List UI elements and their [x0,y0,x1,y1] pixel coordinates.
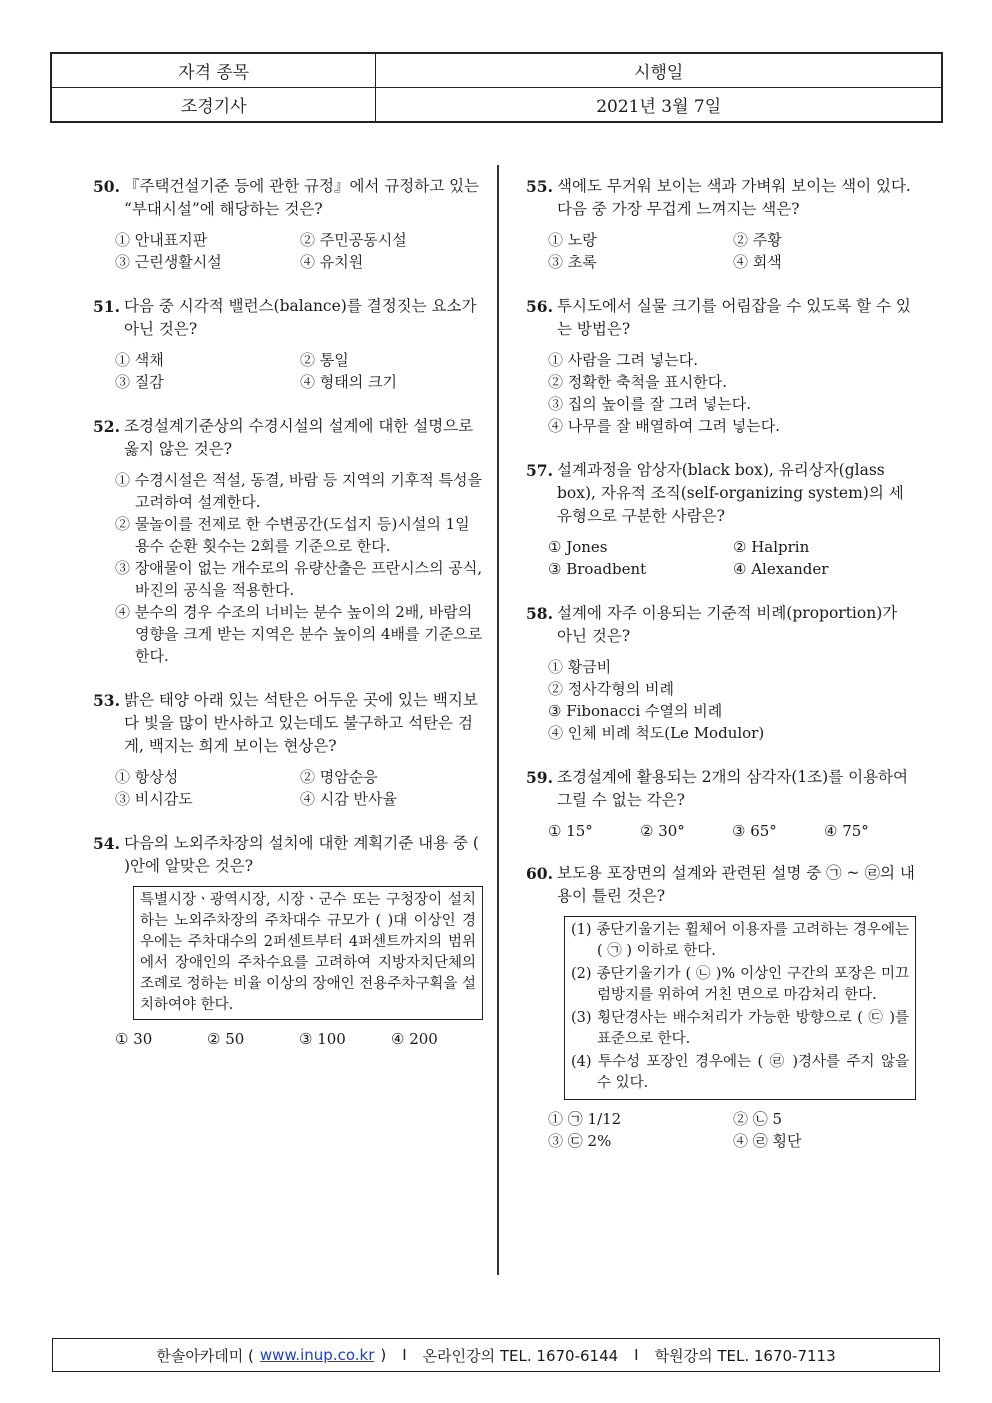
question-text: 밝은 태양 아래 있는 석탄은 어두운 곳에 있는 백지보다 빛을 많이 반사하고 있는데도 불구하고 석탄은 검게, 백지는 희게 보이는 현상은? [124,691,478,755]
footer-separator: I [634,1346,639,1364]
option: ③ 근린생활시설 [115,253,222,271]
option: ④ ㉣ 횡단 [733,1132,802,1150]
box-item: (2) 종단기울기가 ( ㉡ )% 이상인 구간의 포장은 미끄럼방지를 위하여 거친 면으로 마감처리 한다. [571,966,909,1003]
option: ④ 75° [824,822,869,840]
option: ① Jones [548,538,608,556]
option: ② 통일 [300,351,349,369]
footer-offline: 학원강의 TEL. 1670-7113 [654,1346,836,1365]
option: ① 30 [115,1030,153,1048]
box-item: (3) 횡단경사는 배수처리가 가능한 방향으로 ( ㉢ )를 표준으로 한다. [571,1010,909,1047]
box-item: (4) 투수성 포장인 경우에는 ( ㉣ )경사를 주지 않을 수 있다. [571,1054,909,1091]
question-number: 54. [93,834,120,853]
question-number: 56. [526,297,553,316]
question-text: 다음 중 시각적 밸런스(balance)를 결정짓는 요소가 아닌 것은? [124,297,477,338]
question-50 [93,175,483,273]
left-column [93,175,483,1070]
option: ③ 비시감도 [115,790,193,808]
option: ④ 시감 반사율 [300,790,397,808]
question-number: 55. [526,177,553,196]
option: ③ 초록 [548,253,597,271]
option: ④ 분수의 경우 수조의 너비는 분수 높이의 2배, 바람의 영향을 크게 받는 지역은 분수 높이의 4배를 기준으로 한다. [115,603,483,665]
option: ④ 200 [391,1030,438,1048]
option: ③ 100 [299,1030,346,1048]
option: ④ 나무를 잘 배열하여 그려 넣는다. [548,417,780,435]
option: ② 주황 [733,231,782,249]
option: ② 30° [640,822,685,840]
question-number: 57. [526,461,553,480]
option: ④ 형태의 크기 [300,373,397,391]
option: ① 항상성 [115,768,179,786]
footer-url-link[interactable]: www.inup.co.kr [259,1346,375,1364]
option: ④ 회색 [733,253,782,271]
question-57 [526,459,916,580]
question-number: 53. [93,691,120,710]
question-text: 설계과정을 암상자(black box), 유리상자(glass box), 자유적 조직(self-organizing system)의 세 유형으로 구분한 사람은? [557,461,904,525]
option: ② 명암순응 [300,768,378,786]
question-number: 59. [526,768,553,787]
footer-academy: 한솔아카데미 ( [156,1346,254,1365]
option: ③ Fibonacci 수열의 비례 [548,702,723,720]
footer [52,1338,940,1372]
question-text: 보도용 포장면의 설계와 관련된 설명 중 ㉠ ~ ㉣의 내용이 틀린 것은? [557,864,915,905]
header-date-value: 2021년 3월 7일 [376,88,942,123]
header-table [50,52,943,123]
question-52 [93,415,483,667]
footer-close-paren: ) [380,1346,387,1364]
question-number: 50. [93,177,120,196]
question-text: 조경설계에 활용되는 2개의 삼각자(1조)를 이용하여 그릴 수 없는 각은? [557,768,908,809]
box-item: (1) 종단기울기는 휠체어 이용자를 고려하는 경우에는 ( ㉠ ) 이하로 한다. [571,922,909,959]
option: ② Halprin [733,538,810,556]
option: ④ 인체 비례 척도(Le Modulor) [548,724,765,742]
question-text: 설계에 자주 이용되는 기준적 비례(proportion)가 아닌 것은? [557,604,898,645]
question-51 [93,295,483,393]
header-date-label: 시행일 [376,53,942,88]
option: ① 사람을 그려 넣는다. [548,351,698,369]
footer-online: 온라인강의 TEL. 1670-6144 [422,1346,619,1365]
option: ① 수경시설은 적설, 동결, 바람 등 지역의 기후적 특성을 고려하여 설계한다. [115,471,482,511]
header-subject-value: 조경기사 [51,88,376,123]
question-number: 58. [526,604,553,623]
question-53 [93,689,483,810]
question-58 [526,602,916,744]
question-text: 투시도에서 실물 크기를 어림잡을 수 있도록 할 수 있는 방법은? [557,297,911,338]
question-54 [93,832,483,1048]
option: ③ ㉢ 2% [548,1132,612,1150]
option: ② ㉡ 5 [733,1110,783,1128]
option: ④ Alexander [733,560,829,578]
option: ① 색채 [115,351,164,369]
right-column [526,175,916,1174]
option: ② 50 [207,1030,245,1048]
option: ① 안내표지판 [115,231,208,249]
question-box [564,916,916,1100]
option: ③ 질감 [115,373,164,391]
option: ① 노랑 [548,231,597,249]
header-subject-label: 자격 종목 [51,53,376,88]
question-59 [526,766,916,840]
option: ③ 장애물이 없는 개수로의 유량산출은 프란시스의 공식, 바진의 공식을 적용한다. [115,559,483,599]
option: ② 주민공동시설 [300,231,407,249]
option: ③ 65° [732,822,777,840]
question-text: 다음의 노외주차장의 설치에 대한 계획기준 내용 중 ( )안에 알맞은 것은? [124,834,479,875]
option: ① 15° [548,822,593,840]
question-text: 색에도 무거워 보이는 색과 가벼워 보이는 색이 있다. 다음 중 가장 무겁게 느껴지는 색은? [557,177,911,218]
option: ② 물놀이를 전제로 한 수변공간(도섭지 등)시설의 1일 용수 순환 횟수는 2회를 기준으로 한다. [115,515,470,555]
option: ③ 집의 높이를 잘 그려 넣는다. [548,395,751,413]
footer-separator: I [402,1346,407,1364]
question-number: 51. [93,297,120,316]
question-55 [526,175,916,273]
option: ① 황금비 [548,658,612,676]
question-number: 52. [93,417,120,436]
question-number: 60. [526,864,553,883]
question-text: 조경설계기준상의 수경시설의 설계에 대한 설명으로 옳지 않은 것은? [124,417,474,458]
option: ④ 유치원 [300,253,364,271]
option: ① ㉠ 1/12 [548,1110,622,1128]
option: ③ Broadbent [548,560,647,578]
question-text: 『주택건설기준 등에 관한 규정』에서 규정하고 있는 “부대시설”에 해당하는 것은? [124,177,480,218]
option: ② 정확한 축척을 표시한다. [548,373,727,391]
column-divider [497,165,499,1275]
question-box: 특별시장ㆍ광역시장, 시장ㆍ군수 또는 구청장이 설치하는 노외주차장의 주차대수 규모가 ( )대 이상인 경우에는 주차대수의 2퍼센트부터 4퍼센트까지의 범위에서 장애인의 주차수요를 고려하여 지방자치단체의 조례로 정하는 비율 이상의 장애인 전용주차구획을 설치하여야 한다. [133,886,483,1020]
question-56 [526,295,916,437]
option: ② 정사각형의 비례 [548,680,674,698]
question-60 [526,862,916,1152]
